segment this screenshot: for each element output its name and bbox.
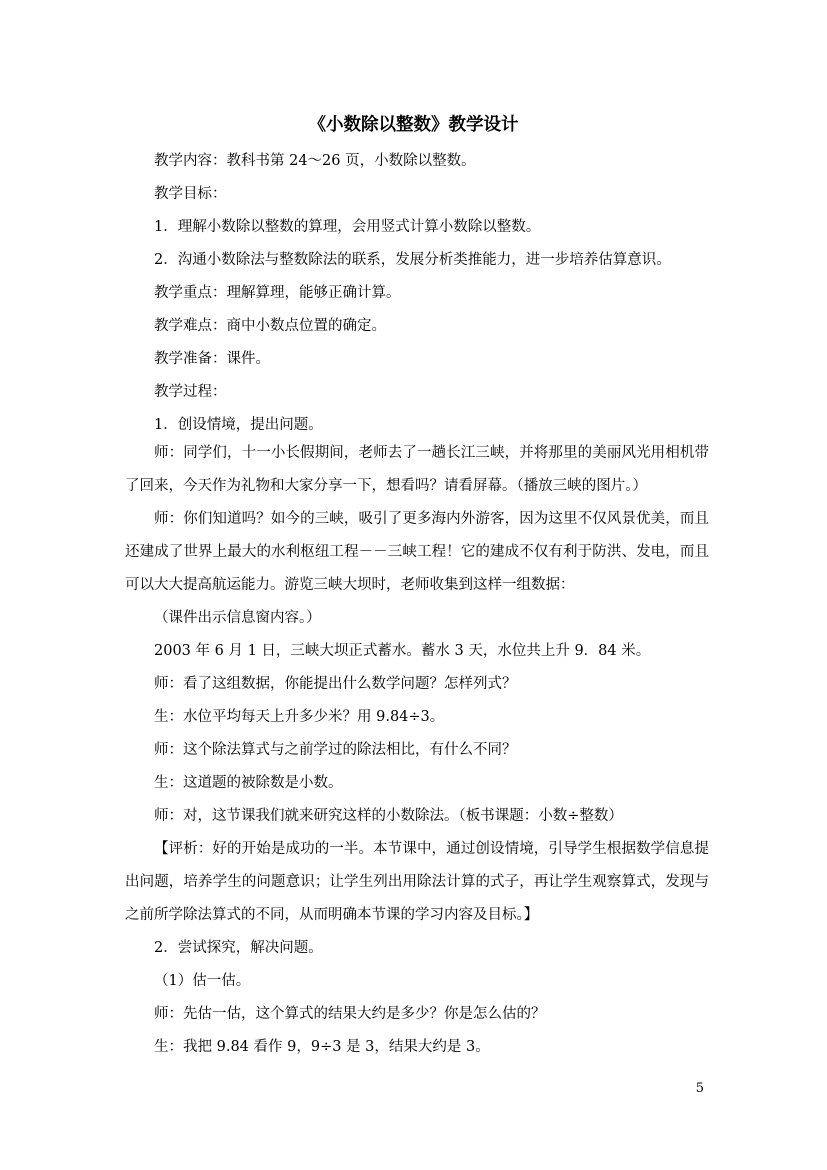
goal-item-1: 1．理解小数除以整数的算理，会用竖式计算小数除以整数。 [154,219,541,235]
student-line-2: 生：这道题的被除数是小数。 [154,775,343,791]
paragraph-line: 【评析：好的开始是成功的一半。本节课中，通过创设情境，引导学生根据数学信息提 [154,841,709,857]
paragraph-line: 出问题，培养学生的问题意识；让学生列出用除法计算的式子，再让学生观察算式，发现与 [125,874,709,890]
student-line-1: 生：水位平均每天上升多少米？用 9.84÷3。 [154,709,445,725]
key-points: 教学重点：理解算理，能够正确计算。 [154,285,401,301]
paragraph-line: 了回来，今天作为礼物和大家分享一下，想看吗？请看屏幕。（播放三峡的图片。） [125,478,647,494]
step-2-heading: 2．尝试探究，解决问题。 [154,940,323,956]
teacher-paragraph-2 [125,503,709,602]
data-statement: 2003 年 6 月 1 日，三峡大坝正式蓄水。蓄水 3 天，水位共上升 9．84 米。 [154,643,651,659]
teacher-line-3: 师：看了这组数据，你能提出什么数学问题？怎样列式？ [154,676,517,692]
paragraph-line: 师：你们知道吗？如今的三峡，吸引了更多海内外游客，因为这里不仅风景优美，而且 [154,511,709,527]
preparation: 教学准备：课件。 [154,351,270,367]
student-line-3: 生：我把 9.84 看作 9，9÷3 是 3，结果大约是 3。 [154,1039,490,1055]
page-number: 5 [695,1081,704,1096]
difficult-points: 教学难点：商中小数点位置的确定。 [154,318,386,334]
goal-item-2: 2．沟通小数除法与整数除法的联系，发展分析类推能力，进一步培养估算意识。 [154,252,671,268]
step-1-heading: 1．创设情境，提出问题。 [154,417,323,433]
teacher-paragraph-1 [125,437,709,503]
goals-heading: 教学目标： [154,186,227,202]
teacher-line-6: 师：先估一估，这个算式的结果大约是多少？你是怎么估的？ [154,1006,546,1022]
document-title: 《小数除以整数》教学设计 [308,115,519,135]
courseware-note: （课件出示信息窗内容。） [154,610,321,626]
teacher-line-5: 师：对，这节课我们就来研究这样的小数除法。（板书课题：小数÷整数） [154,808,623,824]
paragraph-line: 还建成了世界上最大的水利枢纽工程－－三峡工程！它的建成不仅有利于防洪、发电，而且 [125,544,709,560]
commentary-paragraph [125,833,709,932]
paragraph-line: 可以大大提高航运能力。游览三峡大坝时，老师收集到这样一组数据： [125,577,575,593]
paragraph-line: 师：同学们，十一小长假期间，老师去了一趟长江三峡，并将那里的美丽风光用相机带 [154,445,709,461]
sub-step-1: （1）估一估。 [154,973,251,989]
paragraph-line: 之前所学除法算式的不同，从而明确本节课的学习内容及目标。】 [125,907,539,923]
process-heading: 教学过程： [154,384,227,400]
teaching-content: 教学内容：教科书第 24～26 页，小数除以整数。 [154,153,476,169]
teacher-line-4: 师：这个除法算式与之前学过的除法相比，有什么不同？ [154,742,517,758]
